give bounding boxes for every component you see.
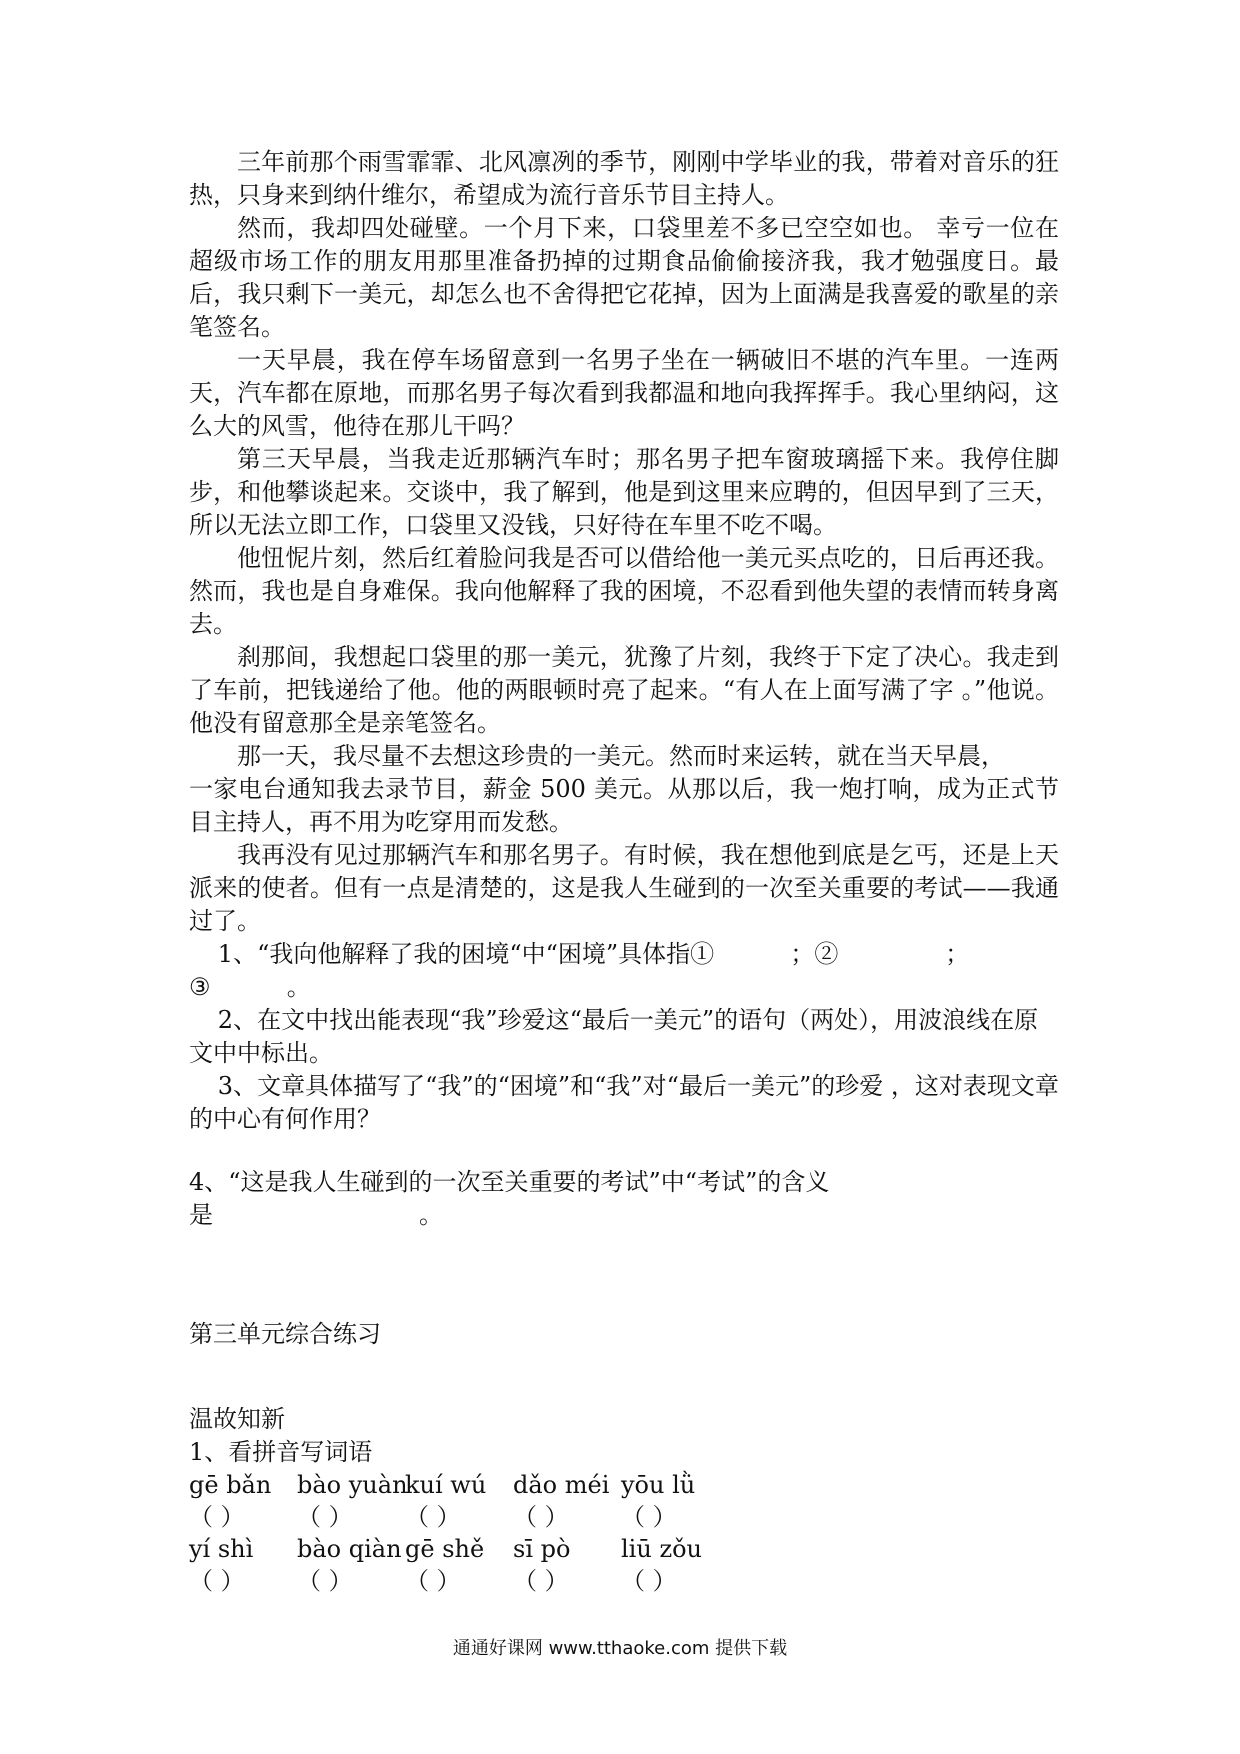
- pinyin-word: sī pò: [513, 1535, 571, 1563]
- passage-paragraph-5: 他忸怩片刻，然后红着脸问我是否可以借给他一美元买点吃的，日后再还我。然而，我也是自身难保。我向他解释了我的困境，不忍看到他失望的表情而转身离去。: [189, 544, 1059, 638]
- question-2: 2、在文中找出能表现“我”珍爱这“最后一美元”的语句（两处），用波浪线在原文中中标出。: [189, 1006, 1039, 1067]
- answer-blank-row-2: [189, 1565, 1059, 1597]
- spacer: [189, 1351, 1059, 1403]
- passage-paragraph-4: 第三天早晨，当我走近那辆汽车时；那名男子把车窗玻璃摇下来。我停住脚步，和他攀谈起来。交谈中，我了解到，他是到这里来应聘的，但因早到了三天，所以无法立即工作，口袋里又没钱，只好待在车里不吃不喝。: [189, 445, 1059, 539]
- pinyin-word: bào qiàn: [297, 1535, 402, 1563]
- pinyin-word: bào yuàn: [297, 1471, 408, 1499]
- question-4: 4、“这是我人生碰到的一次至关重要的考试”中“考试”的含义 是 。: [189, 1168, 830, 1229]
- pinyin-word: dǎo méi: [513, 1471, 610, 1499]
- section-title: 温故知新: [189, 1405, 285, 1433]
- spacer: [189, 1136, 1059, 1166]
- passage-paragraph-6: 刹那间，我想起口袋里的那一美元，犹豫了片刻，我终于下定了决心。我走到了车前，把钱递给了他。他的两眼顿时亮了起来。“有人在上面写满了字 。”他说。他没有留意那全是亲笔签名。: [189, 643, 1059, 737]
- passage-paragraph-8: 我再没有见过那辆汽车和那名男子。有时候，我在想他到底是乞丐，还是上天派来的使者。但有一点是清楚的，这是我人生碰到的一次至关重要的考试——我通过了。: [189, 841, 1059, 935]
- spacer: [189, 1232, 1059, 1318]
- passage-paragraph-3: 一天早晨，我在停车场留意到一名男子坐在一辆破旧不堪的汽车里。一连两天，汽车都在原地，而那名男子每次看到我都温和地向我挥挥手。我心里纳闷，这么大的风雪，他待在那儿干吗？: [189, 346, 1059, 440]
- page-footer: 通通好课网 www.tthaoke.com 提供下载: [452, 1638, 788, 1659]
- answer-blank: （ ）: [405, 1567, 461, 1595]
- pinyin-word: gē bǎn: [189, 1471, 272, 1499]
- pinyin-word: liū zǒu: [621, 1535, 702, 1563]
- answer-blank: （ ）: [189, 1567, 245, 1595]
- exercise-title: 1、看拼音写词语: [189, 1438, 373, 1466]
- answer-blank: （ ）: [405, 1503, 461, 1531]
- answer-blank: （ ）: [513, 1567, 569, 1595]
- pinyin-word: yí shì: [189, 1535, 254, 1563]
- answer-blank: （ ）: [297, 1567, 353, 1595]
- pinyin-row-1: [189, 1469, 1059, 1501]
- answer-blank: （ ）: [621, 1503, 677, 1531]
- pinyin-word: yōu lǜ: [621, 1471, 696, 1499]
- passage-paragraph-1: 三年前那个雨雪霏霏、北风凛冽的季节，刚刚中学毕业的我，带着对音乐的狂热，只身来到纳什维尔，希望成为流行音乐节目主持人。: [189, 148, 1059, 209]
- passage-paragraph-7: 那一天，我尽量不去想这珍贵的一美元。然而时来运转，就在当天早晨， 一家电台通知我去录节目，薪金 500 美元。从那以后，我一炮打响，成为正式节目主持人，再不用为吃穿用而发愁。: [189, 742, 1059, 836]
- passage-paragraph-2: 然而，我却四处碰壁。一个月下来，口袋里差不多已空空如也。 幸亏一位在超级市场工作的朋友用那里准备扔掉的过期食品偷偷接济我，我才勉强度日。最后，我只剩下一美元，却怎么也不舍得把它花掉，因为上面满是我喜爱的歌星的亲笔签名。: [189, 214, 1059, 341]
- document-page: [189, 146, 1059, 1597]
- answer-blank: （ ）: [189, 1503, 245, 1531]
- answer-blank: （ ）: [513, 1503, 569, 1531]
- question-1: 1、“我向他解释了我的困境“中“困境”具体指① ；② ； ③ 。: [189, 940, 970, 1001]
- question-3: 3、文章具体描写了“我”的“困境”和“我”对“最后一美元”的珍爱 ，这对表现文章的中心有何作用？: [189, 1072, 1059, 1133]
- pinyin-word: gē shě: [405, 1535, 485, 1563]
- pinyin-row-2: [189, 1533, 1059, 1565]
- answer-blank: （ ）: [297, 1503, 353, 1531]
- answer-blank-row-1: [189, 1501, 1059, 1533]
- unit-title: 第三单元综合练习: [189, 1320, 381, 1348]
- answer-blank: （ ）: [621, 1567, 677, 1595]
- pinyin-word: kuí wú: [405, 1471, 487, 1499]
